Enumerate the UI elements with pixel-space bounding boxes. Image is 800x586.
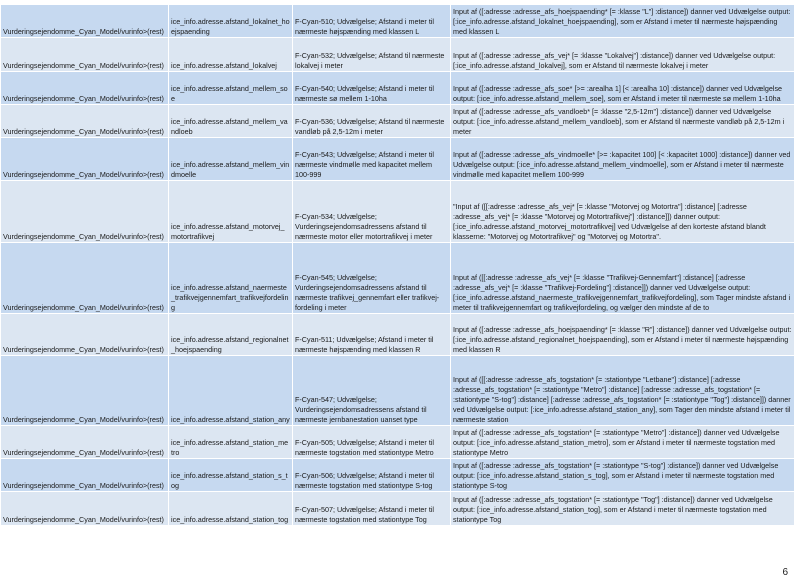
input-cell: Input af ([:adresse :adresse_afs_hoejspaending* [= :klasse "L"] :distance]) danner ved Udvælgelse output: [:ice_info.adresse.afstand_lokalnet_hoejspaending], som er Afstand i meter til nærmeste højspænding med klassen L — [451, 5, 795, 38]
model-cell: Vurderingsejendomme_Cyan_Model/vurinfo>(rest) — [1, 5, 169, 38]
input-cell: "Input af ([[:adresse :adresse_afs_vej* [= :klasse "Motorvej og Motortra"] :distance] [:adresse :adresse_afs_vej* [= :klasse "Motorvej og Motortrafikvej"] :distance]]) danner output: [:ice_info.adresse.afstand_motorvej_motortrafikvej] ved Udvælgelse af den korteste afstand blandt klasserne: "Motorvej og Motortrafikvej" og "Motorvej og Motortra". — [451, 181, 795, 243]
field-cell: ice_info.adresse.afstand_regionalnet_hoejspaending — [169, 314, 293, 356]
input-cell: Input af ([:adresse :adresse_afs_hoejspaending* [= :klasse "R"] :distance]) danner ved Udvælgelse output: [:ice_info.adresse.afstand_regionalnet_hoejspaending], som er Afstand i meter til nærmeste højspænding med klassen R — [451, 314, 795, 356]
model-cell: Vurderingsejendomme_Cyan_Model/vurinfo>(rest) — [1, 459, 169, 492]
model-cell: Vurderingsejendomme_Cyan_Model/vurinfo>(rest) — [1, 492, 169, 526]
field-cell: ice_info.adresse.afstand_lokalvej — [169, 38, 293, 72]
model-cell: Vurderingsejendomme_Cyan_Model/vurinfo>(rest) — [1, 72, 169, 105]
description-cell: F-Cyan-545; Udvælgelse; Vurderingsejendomsadressens afstand til nærmeste trafikvej_gennemfart eller trafikvej-fordeling i meter — [293, 243, 451, 314]
description-cell: F-Cyan-511; Udvælgelse; Afstand i meter til nærmeste højspænding med klassen R — [293, 314, 451, 356]
table-row — [1, 105, 795, 138]
table-row — [1, 138, 795, 181]
field-cell: ice_info.adresse.afstand_lokalnet_hoejspaending — [169, 5, 293, 38]
model-cell: Vurderingsejendomme_Cyan_Model/vurinfo>(rest) — [1, 356, 169, 426]
description-cell: F-Cyan-534; Udvælgelse; Vurderingsejendomsadressens afstand til nærmeste motor eller motortrafikvej i meter — [293, 181, 451, 243]
model-cell: Vurderingsejendomme_Cyan_Model/vurinfo>(rest) — [1, 138, 169, 181]
field-cell: ice_info.adresse.afstand_station_any — [169, 356, 293, 426]
input-cell: Input af ([:adresse :adresse_afs_togstation* [= :stationtype "S-tog"] :distance]) danner ved Udvælgelse output: [:ice_info.adresse.afstand_station_s_tog], som er Afstand i meter til nærmeste togstation med stationtype S-tog — [451, 459, 795, 492]
description-cell: F-Cyan-547; Udvælgelse; Vurderingsejendomsadressens afstand til nærmeste jernbanestation uanset type — [293, 356, 451, 426]
field-cell: ice_info.adresse.afstand_naermeste_trafikvejgennemfart_trafikvejfordeling — [169, 243, 293, 314]
input-cell: Input af ([:adresse :adresse_afs_soe* [>= :arealha 1] [< :arealha 10] :distance]) danner ved Udvælgelse output: [:ice_info.adresse.afstand_mellem_soe], som er Afstand i meter til nærmeste sø mellem 1-10ha — [451, 72, 795, 105]
table-row — [1, 72, 795, 105]
table-row — [1, 356, 795, 426]
description-cell: F-Cyan-507; Udvælgelse; Afstand i meter til nærmeste togstation med stationtype Tog — [293, 492, 451, 526]
table-row — [1, 314, 795, 356]
description-cell: F-Cyan-540; Udvælgelse; Afstand i meter til nærmeste sø mellem 1-10ha — [293, 72, 451, 105]
model-cell: Vurderingsejendomme_Cyan_Model/vurinfo>(rest) — [1, 105, 169, 138]
field-cell: ice_info.adresse.afstand_mellem_soe — [169, 72, 293, 105]
model-cell: Vurderingsejendomme_Cyan_Model/vurinfo>(rest) — [1, 243, 169, 314]
input-cell: Input af ([[:adresse :adresse_afs_togstation* [= :stationtype "Letbane"] :distance] [:adresse :adresse_afs_togstation* [= :stationtype "Metro"] :distance] [:adresse :adresse_afs_togstation* [= :stationtype "S-tog"] :distance] [:adresse :adresse_afs_togstation* [= :stationtype "Tog"] :distance]]) danner ved Udvælgelse output: [:ice_info.adresse.afstand_station_any], som Tager den mindste afstand i meter til nærmeste station — [451, 356, 795, 426]
input-cell: Input af ([:adresse :adresse_afs_vindmoelle* [>= :kapacitet 100] [< :kapacitet 1000] :distance]) danner ved Udvælgelse output: [:ice_info.adresse.afstand_mellem_vindmoelle], som er Afstand i meter til nærmeste vindmølle med kapacitet mellem 100-999 — [451, 138, 795, 181]
description-cell: F-Cyan-505; Udvælgelse; Afstand i meter til nærmeste togstation med stationtype Metro — [293, 426, 451, 459]
description-cell: F-Cyan-510; Udvælgelse; Afstand i meter til nærmeste højspænding med klassen L — [293, 5, 451, 38]
description-cell: F-Cyan-543; Udvælgelse; Afstand i meter til nærmeste vindmølle med kapacitet mellem 100-999 — [293, 138, 451, 181]
model-cell: Vurderingsejendomme_Cyan_Model/vurinfo>(rest) — [1, 426, 169, 459]
input-cell: Input af ([:adresse :adresse_afs_vandloeb* [= :klasse "2,5-12m"] :distance]) danner ved Udvælgelse output: [:ice_info.adresse.afstand_mellem_vandloeb], som er Afstand til nærmeste vandløb på 2,5-12m i meter — [451, 105, 795, 138]
field-cell: ice_info.adresse.afstand_station_tog — [169, 492, 293, 526]
data-table — [0, 4, 795, 526]
model-cell: Vurderingsejendomme_Cyan_Model/vurinfo>(rest) — [1, 314, 169, 356]
table-row — [1, 492, 795, 526]
field-cell: ice_info.adresse.afstand_motorvej_motortrafikvej — [169, 181, 293, 243]
input-cell: Input af ([:adresse :adresse_afs_togstation* [= :stationtype "Metro"] :distance]) danner ved Udvælgelse output: [:ice_info.adresse.afstand_station_metro], som er Afstand i meter til nærmeste togstation med stationtype Metro — [451, 426, 795, 459]
table-body — [1, 5, 795, 526]
input-cell: Input af ([:adresse :adresse_afs_togstation* [= :stationtype "Tog"] :distance]) danner ved Udvælgelse output: [:ice_info.adresse.afstand_station_tog], som er Afstand i meter til nærmeste togstation med stationtype Tog — [451, 492, 795, 526]
model-cell: Vurderingsejendomme_Cyan_Model/vurinfo>(rest) — [1, 181, 169, 243]
input-cell: Input af ([:adresse :adresse_afs_vej* [= :klasse "Lokalvej"] :distance]) danner ved Udvælgelse output: [:ice_info.adresse.afstand_lokalvej], som er Afstand til nærmeste lokalvej i meter — [451, 38, 795, 72]
page-number: 6 — [782, 567, 788, 578]
description-cell: F-Cyan-532; Udvælgelse; Afstand til nærmeste lokalvej i meter — [293, 38, 451, 72]
table-row — [1, 243, 795, 314]
field-cell: ice_info.adresse.afstand_mellem_vandloeb — [169, 105, 293, 138]
field-cell: ice_info.adresse.afstand_station_s_tog — [169, 459, 293, 492]
table-row — [1, 5, 795, 38]
model-cell: Vurderingsejendomme_Cyan_Model/vurinfo>(rest) — [1, 38, 169, 72]
description-cell: F-Cyan-536; Udvælgelse; Afstand til nærmeste vandløb på 2,5-12m i meter — [293, 105, 451, 138]
description-cell: F-Cyan-506; Udvælgelse; Afstand i meter til nærmeste togstation med stationtype S-tog — [293, 459, 451, 492]
table-row — [1, 38, 795, 72]
field-cell: ice_info.adresse.afstand_mellem_vindmoelle — [169, 138, 293, 181]
input-cell: Input af ([[:adresse :adresse_afs_vej* [= :klasse "Trafikvej-Gennemfart"] :distance] [:adresse :adresse_afs_vej* [= :klasse "Trafikvej-Fordeling"] :distance]]) danner ved Udvælgelse output: [:ice_info.adresse.afstand_naermeste_trafikvejgennemfart_trafikvejfordeling], som Tager mindste afstand i meter til trafikvejgennemfart og trafikvejfordeling, og vælger den mindste af de to — [451, 243, 795, 314]
table-row — [1, 426, 795, 459]
field-cell: ice_info.adresse.afstand_station_metro — [169, 426, 293, 459]
table-row — [1, 181, 795, 243]
table-row — [1, 459, 795, 492]
